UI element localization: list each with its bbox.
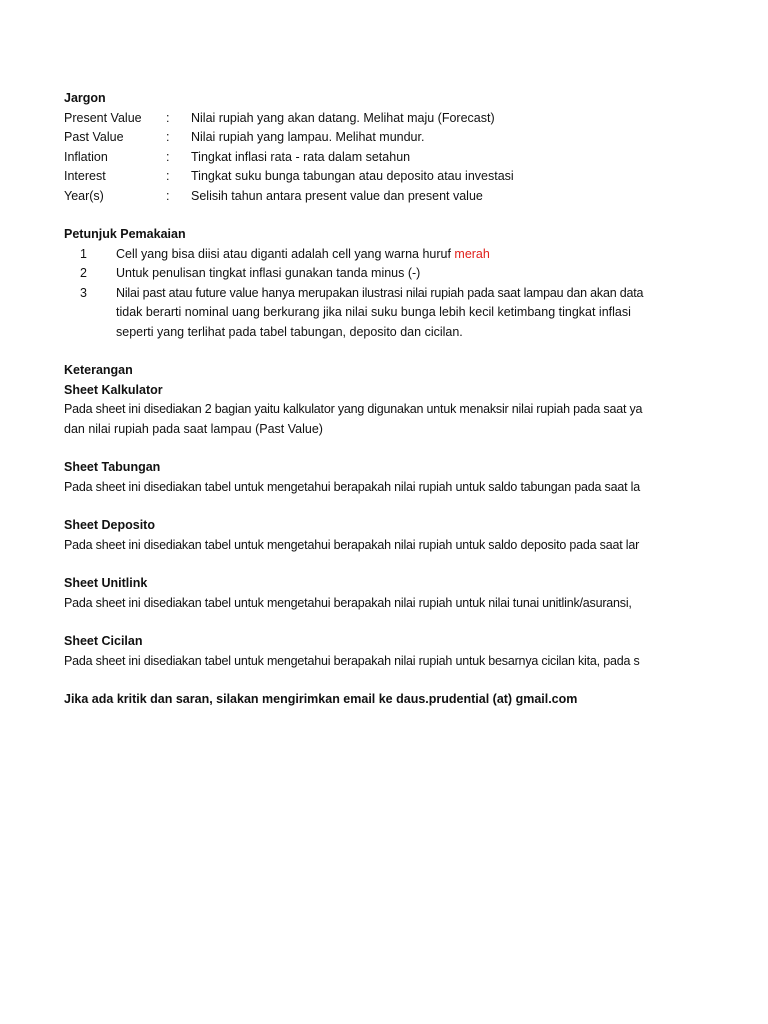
footer-contact: Jika ada kritik dan saran, silakan mengirimkan email ke daus.prudential (at) gmail.com xyxy=(64,692,578,706)
empty-row xyxy=(64,497,666,516)
section-heading-unitlink: Sheet Unitlink xyxy=(64,576,148,590)
section-heading-cicilan: Sheet Cicilan xyxy=(64,634,143,648)
jargon-separator: : xyxy=(166,130,170,144)
jargon-row xyxy=(64,187,666,207)
petunjuk-item xyxy=(64,264,666,284)
jargon-definition: Nilai rupiah yang akan datang. Melihat maju (Forecast) xyxy=(191,110,495,125)
petunjuk-item xyxy=(64,245,666,265)
jargon-term: Interest xyxy=(64,169,106,183)
jargon-title: Jargon xyxy=(64,91,106,105)
petunjuk-text: Untuk penulisan tingkat inflasi gunakan tanda minus (-) xyxy=(116,266,421,280)
section-heading-kalkulator: Sheet Kalkulator xyxy=(64,382,163,397)
section-line: Pada sheet ini disediakan tabel untuk mengetahui berapakah nilai rupiah untuk besarnya cicilan kita, pada s xyxy=(64,653,640,668)
jargon-row xyxy=(64,109,666,129)
petunjuk-text xyxy=(116,245,490,265)
petunjuk-number: 1 xyxy=(80,246,87,261)
jargon-definition: Tingkat inflasi rata - rata dalam setahun xyxy=(191,149,411,164)
sheet-content xyxy=(64,89,666,710)
jargon-separator: : xyxy=(166,188,170,203)
jargon-separator: : xyxy=(166,169,170,183)
petunjuk-title: Petunjuk Pemakaian xyxy=(64,227,186,241)
jargon-definition: Selisih tahun antara present value dan present value xyxy=(191,188,483,203)
jargon-row xyxy=(64,128,666,148)
jargon-row xyxy=(64,148,666,168)
keterangan-title: Keterangan xyxy=(64,363,133,377)
empty-row xyxy=(64,206,666,225)
petunjuk-number: 3 xyxy=(80,285,87,300)
empty-row xyxy=(64,342,666,361)
petunjuk-text: seperti yang terlihat pada tabel tabungan, deposito dan cicilan. xyxy=(116,324,463,339)
petunjuk-text: Nilai past atau future value hanya merupakan ilustrasi nilai rupiah pada saat lampau dan akan data xyxy=(116,285,644,300)
empty-row xyxy=(64,439,666,458)
section-line: dan nilai rupiah pada saat lampau (Past Value) xyxy=(64,421,323,436)
petunjuk-continuation xyxy=(64,303,666,323)
jargon-term: Inflation xyxy=(64,149,108,164)
jargon-term: Past Value xyxy=(64,130,124,144)
petunjuk-text-main: Cell yang bisa diisi atau diganti adalah cell yang warna huruf xyxy=(116,246,455,261)
jargon-term: Year(s) xyxy=(64,188,104,203)
jargon-separator: : xyxy=(166,110,170,125)
empty-row xyxy=(64,671,666,690)
highlight-merah: merah xyxy=(454,246,490,261)
petunjuk-number: 2 xyxy=(80,266,87,280)
petunjuk-continuation xyxy=(64,323,666,343)
empty-row xyxy=(64,613,666,632)
jargon-separator: : xyxy=(166,149,170,164)
section-line: Pada sheet ini disediakan tabel untuk mengetahui berapakah nilai rupiah untuk nilai tunai unitlink/asuransi, xyxy=(64,595,632,610)
section-heading-tabungan: Sheet Tabungan xyxy=(64,460,161,474)
section-line: Pada sheet ini disediakan 2 bagian yaitu kalkulator yang digunakan untuk menaksir nilai rupiah pada saat ya xyxy=(64,402,643,416)
jargon-definition: Tingkat suku bunga tabungan atau deposito atau investasi xyxy=(191,169,514,183)
petunjuk-item xyxy=(64,284,666,304)
section-line: Pada sheet ini disediakan tabel untuk mengetahui berapakah nilai rupiah untuk saldo tabungan pada saat la xyxy=(64,479,640,494)
jargon-term: Present Value xyxy=(64,110,142,125)
empty-row xyxy=(64,555,666,574)
jargon-definition: Nilai rupiah yang lampau. Melihat mundur. xyxy=(191,130,425,144)
section-line: Pada sheet ini disediakan tabel untuk mengetahui berapakah nilai rupiah untuk saldo deposito pada saat lar xyxy=(64,537,640,552)
jargon-row xyxy=(64,167,666,187)
petunjuk-text: tidak berarti nominal uang berkurang jika nilai suku bunga lebih kecil ketimbang tingkat inflasi xyxy=(116,305,631,319)
section-heading-deposito: Sheet Deposito xyxy=(64,518,155,532)
